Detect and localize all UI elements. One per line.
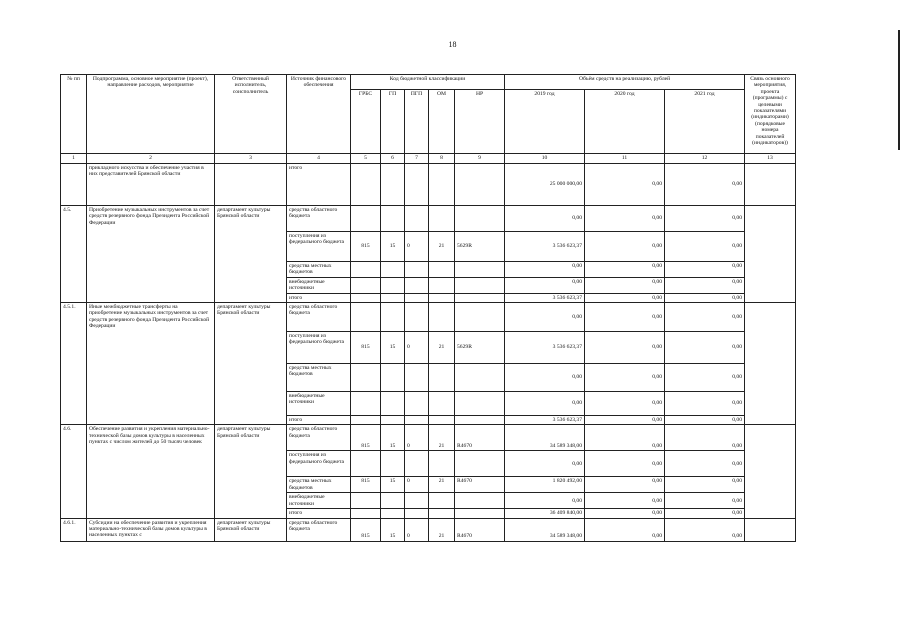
row-source: итого [287,164,351,206]
column-number: 11 [585,154,665,164]
table-row [61,206,796,232]
row-executor: департамент культуры Брянской области [215,206,287,303]
value-2019: 0,00 [505,493,585,509]
row-source: поступления из федерального бюджета [287,451,351,477]
value-2021: 0,00 [665,425,745,451]
header-gp: ГП [381,89,405,153]
value-2021: 0,00 [665,232,745,262]
value-2021: 0,00 [665,206,745,232]
column-number-row [61,154,796,164]
value-2021: 0,00 [665,451,745,477]
code-gp: 15 [381,477,405,493]
code-nr: R4670 [455,477,505,493]
row-link [745,164,796,206]
header-2019: 2019 год [505,89,585,153]
row-link [745,425,796,518]
code-gp: 15 [381,332,405,364]
value-2021: 0,00 [665,392,745,416]
value-2019: 3 536 623,37 [505,332,585,364]
value-2021: 0,00 [665,262,745,278]
header-2021: 2021 год [665,89,745,153]
value-2021: 0,00 [665,293,745,302]
value-2021: 0,00 [665,518,745,541]
value-2019: 0,00 [505,364,585,392]
value-2021: 0,00 [665,477,745,493]
code-grbs [351,206,381,232]
value-2019: 0,00 [505,451,585,477]
value-2020: 0,00 [585,392,665,416]
value-2020: 0,00 [585,364,665,392]
value-2020: 0,00 [585,232,665,262]
value-2019: 34 589 348,00 [505,518,585,541]
code-om: 21 [429,232,455,262]
column-number: 5 [351,154,381,164]
value-2021: 0,00 [665,164,745,206]
row-source: средства областного бюджета [287,303,351,332]
header-row-1 [61,75,796,90]
column-number: 7 [405,154,429,164]
code-gp [381,206,405,232]
code-nr: R4670 [455,425,505,451]
value-2019: 0,00 [505,277,585,293]
row-source: поступления из федерального бюджета [287,332,351,364]
code-pgp: 0 [405,232,429,262]
row-executor: департамент культуры Брянской области [215,425,287,518]
code-nr [455,206,505,232]
header-source: Источник финансового обеспечения [287,75,351,154]
code-om [429,206,455,232]
header-no: № пп [61,75,87,154]
value-2020: 0,00 [585,332,665,364]
table-row [61,303,796,332]
value-2020: 0,00 [585,493,665,509]
value-2019: 3 536 623,37 [505,416,585,425]
header-2020: 2020 год [585,89,665,153]
code-grbs: 815 [351,477,381,493]
row-number [61,164,87,206]
scan-edge-mark [898,30,900,150]
row-executor [215,164,287,206]
row-number: 4.5. [61,206,87,303]
header-link: Связь основного мероприятия, проекта (программы) с целевыми показателями (индикаторами) (порядковые номера показателей (индикаторов)) [745,75,796,154]
value-2019: 34 589 348,00 [505,425,585,451]
page-number: 18 [448,40,457,49]
row-source: внебюджетные источники [287,277,351,293]
value-2020: 0,00 [585,451,665,477]
row-source: поступления из федерального бюджета [287,232,351,262]
row-name: Субсидии на обеспечение развития и укрепления материально-технической базы домов культуры в населенных пунктах с [87,518,215,541]
value-2019: 0,00 [505,262,585,278]
column-number: 13 [745,154,796,164]
code-pgp: 0 [405,332,429,364]
table-row [61,164,796,206]
row-source: внебюджетные источники [287,493,351,509]
header-kbk: Код бюджетной классификации [351,75,505,90]
column-number: 8 [429,154,455,164]
code-gp: 15 [381,425,405,451]
value-2020: 0,00 [585,518,665,541]
row-name: Обеспечение развития и укрепления материально-технической базы домов культуры в населенных пунктах с числом жителей до 50 тысяч человек [87,425,215,518]
row-name: Приобретение музыкальных инструментов за счет средств резервного фонда Президента Российской Федерации [87,206,215,303]
header-name: Подпрограмма, основное мероприятие (проект), направление расходов, мероприятие [87,75,215,154]
header-executor: Ответственный исполнитель, соисполнитель [215,75,287,154]
column-number: 1 [61,154,87,164]
code-gp: 15 [381,232,405,262]
value-2019: 3 536 623,37 [505,293,585,302]
code-grbs: 815 [351,518,381,541]
header-grbs: ГРБС [351,89,381,153]
value-2020: 0,00 [585,293,665,302]
header-pgp: ПГП [405,89,429,153]
value-2019: 3 536 623,37 [505,232,585,262]
value-2021: 0,00 [665,332,745,364]
code-om: 21 [429,477,455,493]
value-2020: 0,00 [585,206,665,232]
code-nr: 5629R [455,232,505,262]
value-2021: 0,00 [665,277,745,293]
value-2021: 0,00 [665,493,745,509]
code-om: 21 [429,425,455,451]
row-number: 4.5.1. [61,303,87,425]
row-link [745,206,796,303]
value-2019: 36 409 840,00 [505,509,585,518]
row-source: средства областного бюджета [287,518,351,541]
column-number: 10 [505,154,585,164]
header-om: ОМ [429,89,455,153]
code-gp: 15 [381,518,405,541]
value-2019: 1 820 492,00 [505,477,585,493]
row-source: средства местных бюджетов [287,477,351,493]
value-2019: 25 000 000,00 [505,164,585,206]
value-2019: 0,00 [505,303,585,332]
column-number: 12 [665,154,745,164]
row-number: 4.6. [61,425,87,518]
row-source: итого [287,416,351,425]
code-grbs: 815 [351,332,381,364]
column-number: 6 [381,154,405,164]
row-executor: департамент культуры Брянской области [215,303,287,425]
value-2020: 0,00 [585,277,665,293]
row-source: средства областного бюджета [287,206,351,232]
row-name: прикладного искусства и обеспечение участия в них представителей Брянской области [87,164,215,206]
code-om: 21 [429,332,455,364]
row-executor: департамент культуры Брянской области [215,518,287,541]
code-nr: 5629R [455,332,505,364]
code-grbs: 815 [351,232,381,262]
row-source: средства местных бюджетов [287,262,351,278]
row-link [745,303,796,425]
table-row [61,425,796,451]
value-2021: 0,00 [665,416,745,425]
value-2021: 0,00 [665,303,745,332]
column-number: 2 [87,154,215,164]
value-2020: 0,00 [585,262,665,278]
row-source: внебюджетные источники [287,392,351,416]
column-number: 4 [287,154,351,164]
value-2020: 0,00 [585,164,665,206]
row-source: итого [287,509,351,518]
code-pgp: 0 [405,425,429,451]
column-number: 9 [455,154,505,164]
budget-table [60,74,796,542]
code-grbs: 815 [351,425,381,451]
header-volume: Объём средств на реализацию, рублей [505,75,745,90]
value-2020: 0,00 [585,303,665,332]
code-pgp [405,206,429,232]
value-2019: 0,00 [505,392,585,416]
table-row [61,518,796,541]
row-name: Иные межбюджетные трансферты на приобретение музыкальных инструментов за счет средств резервного фонда Президента Российской Федерации [87,303,215,425]
row-link [745,518,796,541]
value-2021: 0,00 [665,509,745,518]
value-2020: 0,00 [585,425,665,451]
row-source: средства местных бюджетов [287,364,351,392]
value-2021: 0,00 [665,364,745,392]
code-nr: R4670 [455,518,505,541]
code-om: 21 [429,518,455,541]
value-2020: 0,00 [585,509,665,518]
code-pgp: 0 [405,477,429,493]
row-number: 4.6.1. [61,518,87,541]
row-source: итого [287,293,351,302]
code-pgp: 0 [405,518,429,541]
row-source: средства областного бюджета [287,425,351,451]
value-2020: 0,00 [585,416,665,425]
value-2019: 0,00 [505,206,585,232]
column-number: 3 [215,154,287,164]
value-2020: 0,00 [585,477,665,493]
header-nr: НР [455,89,505,153]
